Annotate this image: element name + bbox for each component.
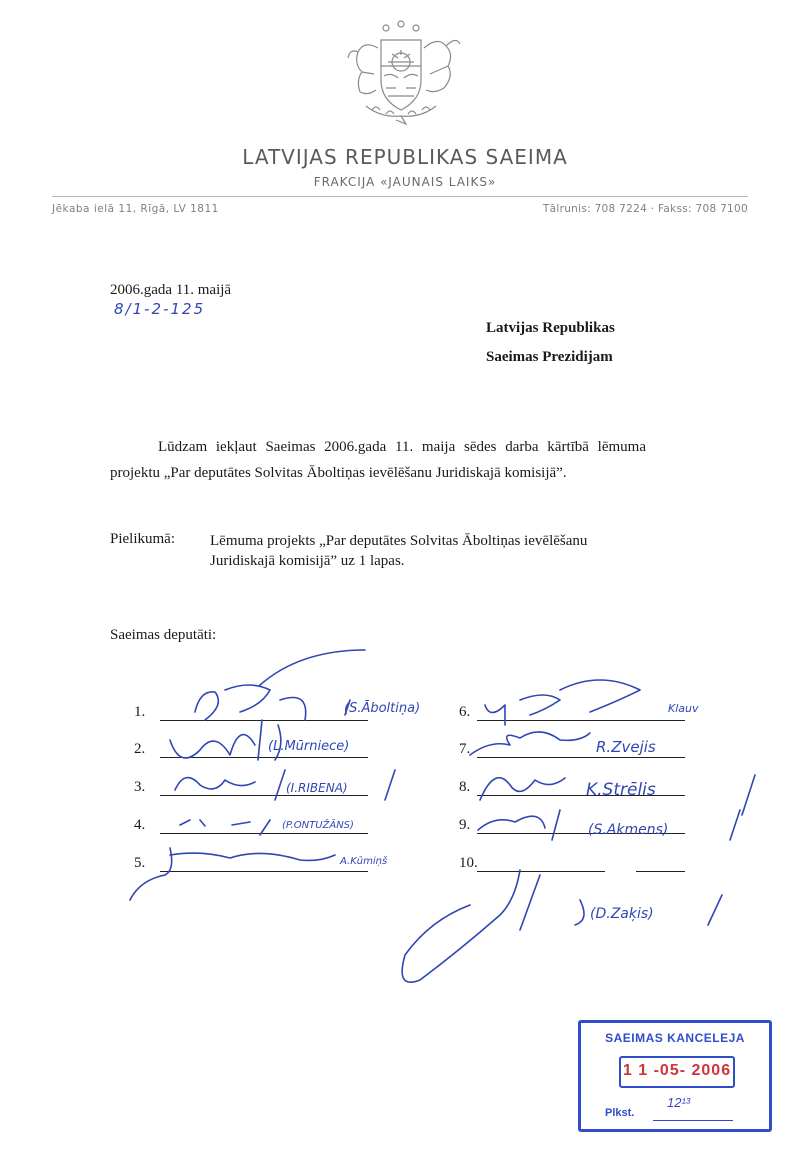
deputies-heading: Saeimas deputāti:	[110, 627, 217, 643]
signature-line	[477, 795, 685, 796]
signature-number: 3.	[134, 779, 146, 795]
stamp-date-box	[619, 1056, 735, 1088]
registration-number: 8/1-2-125	[114, 300, 206, 318]
signature-line	[477, 720, 685, 721]
stamp-time: 12¹³	[667, 1095, 691, 1110]
handwritten-name: (P.ONTUŽĀNS)	[282, 820, 354, 831]
handwritten-name: (I.RIBENA)	[286, 781, 348, 795]
handwritten-name: (L.Mūrniece)	[268, 739, 350, 754]
signature-number: 2.	[134, 741, 146, 757]
signature-number: 7.	[459, 741, 471, 757]
handwritten-name: R.Zvejis	[596, 738, 656, 756]
letter-body: Lūdzam iekļaut Saeimas 2006.gada 11. maija sēdes darba kārtībā lēmuma projektu „Par deputātes Solvitas Āboltiņas ievēlēšanu Juridiskajā komisijā”.	[110, 439, 646, 481]
stamp-title: SAEIMAS KANCELEJA	[605, 1031, 745, 1045]
letterhead-subtitle: FRAKCIJA «JAUNAIS LAIKS»	[313, 175, 497, 189]
coat-of-arms-emblem	[336, 18, 466, 128]
signature-line	[477, 871, 605, 872]
signature-line	[477, 833, 685, 834]
signature-number: 8.	[459, 779, 471, 795]
signature-line	[636, 871, 685, 872]
signature-line	[160, 720, 368, 721]
handwritten-name: K.Strēlis	[586, 780, 656, 800]
letterhead-divider	[52, 196, 748, 197]
signature-number: 10.	[459, 855, 478, 871]
signature-line	[160, 833, 368, 834]
stamp-date: 1 1 -05- 2006	[622, 1062, 732, 1079]
handwritten-name: Klauv	[668, 702, 699, 715]
letterhead-title: LATVIJAS REPUBLIKAS SAEIMA	[242, 145, 568, 169]
stamp-time-line	[653, 1120, 733, 1121]
signature-line	[160, 757, 368, 758]
signature-line	[477, 757, 685, 758]
handwritten-name: (S.Akmens)	[588, 822, 669, 838]
signature-number: 9.	[459, 817, 471, 833]
signature-line	[160, 795, 368, 796]
handwritten-name: (D.Zaķis)	[590, 906, 654, 922]
letter-date: 2006.gada 11. maijā	[110, 282, 232, 298]
letterhead-phone: Tālrunis: 708 7224 · Fakss: 708 7100	[542, 203, 748, 215]
attachment-label: Pielikumā:	[110, 531, 175, 547]
signature-number: 4.	[134, 817, 146, 833]
recipient-line-1: Latvijas Republikas	[486, 320, 615, 336]
handwritten-name: (S.Āboltiņa)	[344, 701, 421, 716]
stamp-time-label: Plkst.	[605, 1107, 635, 1119]
signature-number: 6.	[459, 704, 471, 720]
signature-number: 1.	[134, 704, 146, 720]
signature-number: 5.	[134, 855, 146, 871]
office-stamp	[578, 1020, 772, 1132]
letterhead-address: Jēkaba ielā 11, Rīgā, LV 1811	[52, 203, 219, 215]
handwritten-name: A.Kūmiņš	[340, 856, 388, 867]
signature-line	[160, 871, 368, 872]
attachment-text: Lēmuma projekts „Par deputātes Solvitas Āboltiņas ievēlēšanu Juridiskajā komisijā” uz 1 lapas.	[210, 533, 588, 569]
recipient-line-2: Saeimas Prezidijam	[486, 349, 613, 365]
